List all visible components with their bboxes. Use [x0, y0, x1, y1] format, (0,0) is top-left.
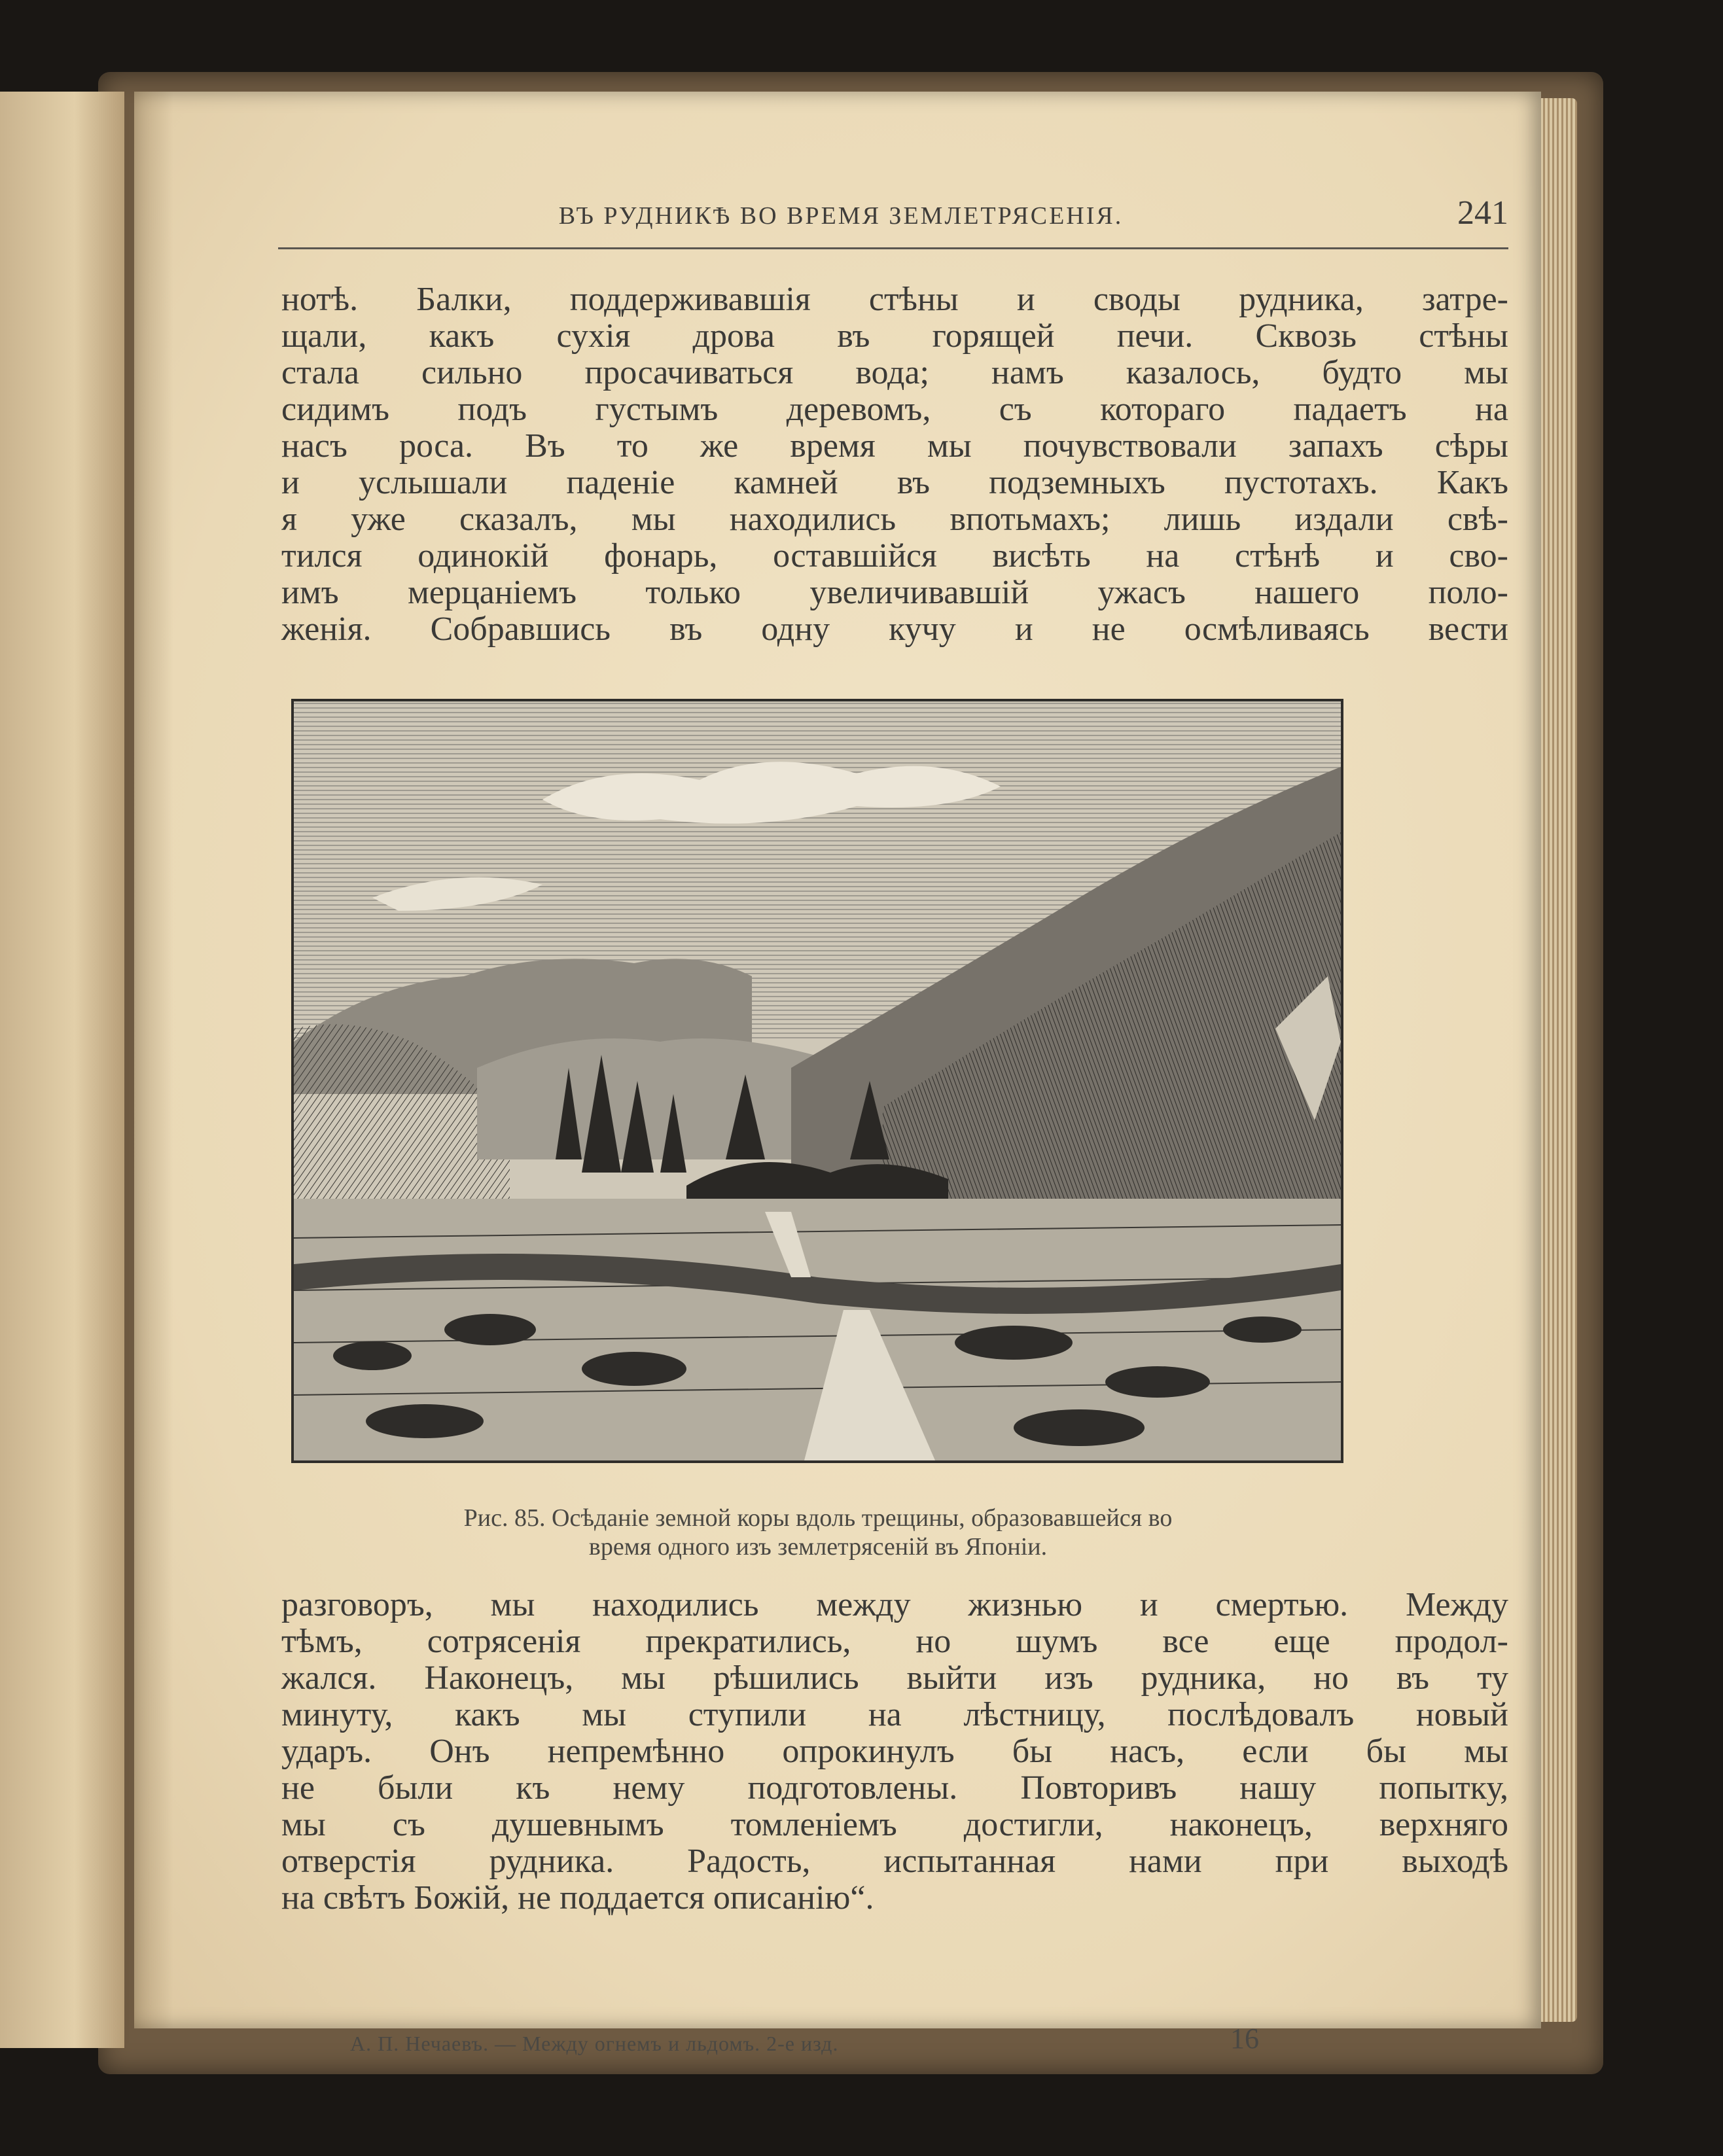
book-page — [134, 92, 1541, 2055]
text-line: мы съ душевнымъ томленіемъ достигли, наконецъ, верхняго — [281, 1806, 1508, 1843]
page-number: 241 — [1457, 194, 1508, 232]
running-header — [278, 188, 1508, 249]
text-line: насъ роса. Въ то же время мы почувствовали запахъ сѣры — [281, 427, 1508, 465]
signature-mark: 16 — [1230, 2023, 1259, 2055]
valley-landscape-image — [294, 701, 1341, 1460]
text-line: тѣмъ, сотрясенія прекратились, но шумъ все еще продол- — [281, 1623, 1508, 1660]
text-line: нотѣ. Балки, поддерживавшія стѣны и своды рудника, затре- — [281, 281, 1508, 318]
engraving-illustration — [291, 699, 1343, 1463]
text-line: щали, какъ сухія дрова въ горящей печи. Сквозь стѣны — [281, 317, 1508, 355]
running-title: ВЪ РУДНИКѢ ВО ВРЕМЯ ЗЕМЛЕТРЯСЕНІЯ. — [558, 202, 1124, 230]
text-line: отверстія рудника. Радость, испытанная нами при выходѣ — [281, 1843, 1508, 1880]
text-line: тился одинокій фонарь, оставшійся висѣть на стѣнѣ и сво- — [281, 537, 1508, 574]
facing-page-edge — [0, 92, 124, 2048]
page-gutter-shadow — [134, 92, 173, 2028]
text-line: не были къ нему подготовлены. Повторивъ нашу попытку, — [281, 1769, 1508, 1807]
caption-line: Рис. 85. Осѣданіе земной коры вдоль трещины, образовавшейся во — [463, 1504, 1173, 1532]
footer-note: А. П. Нечаевъ. — Между огнемъ и льдомъ. 2-е изд. — [350, 2032, 839, 2055]
text-line: минуту, какъ мы ступили на лѣстницу, послѣдовалъ новый — [281, 1696, 1508, 1733]
text-line: ударъ. Онъ непремѣнно опрокинулъ бы насъ, если бы мы — [281, 1733, 1508, 1770]
text-line: имъ мерцаніемъ только увеличивавшій ужасъ нашего поло- — [281, 574, 1508, 611]
text-line: сидимъ подъ густымъ деревомъ, съ котораго падаетъ на — [281, 391, 1508, 428]
text-line: жался. Наконецъ, мы рѣшились выйти изъ рудника, но въ ту — [281, 1659, 1508, 1697]
text-line: женія. Собравшись въ одну кучу и не осмѣливаясь вести — [281, 610, 1508, 648]
text-line: стала сильно просачиваться вода; намъ казалось, будто мы — [281, 354, 1508, 391]
text-line: и услышали паденіе камней въ подземныхъ пустотахъ. Какъ — [281, 464, 1508, 501]
body-text-top — [281, 281, 1508, 648]
text-line: на свѣтъ Божій, не поддается описанію“. — [281, 1879, 874, 1917]
figure-caption — [291, 1504, 1345, 1561]
text-line: разговоръ, мы находились между жизнью и смертью. Между — [281, 1586, 1508, 1623]
body-text-bottom — [281, 1587, 1508, 1917]
caption-line: время одного изъ землетрясеній въ Японіи. — [588, 1533, 1048, 1561]
text-line: я уже сказалъ, мы находились впотьмахъ; лишь издали свѣ- — [281, 501, 1508, 538]
